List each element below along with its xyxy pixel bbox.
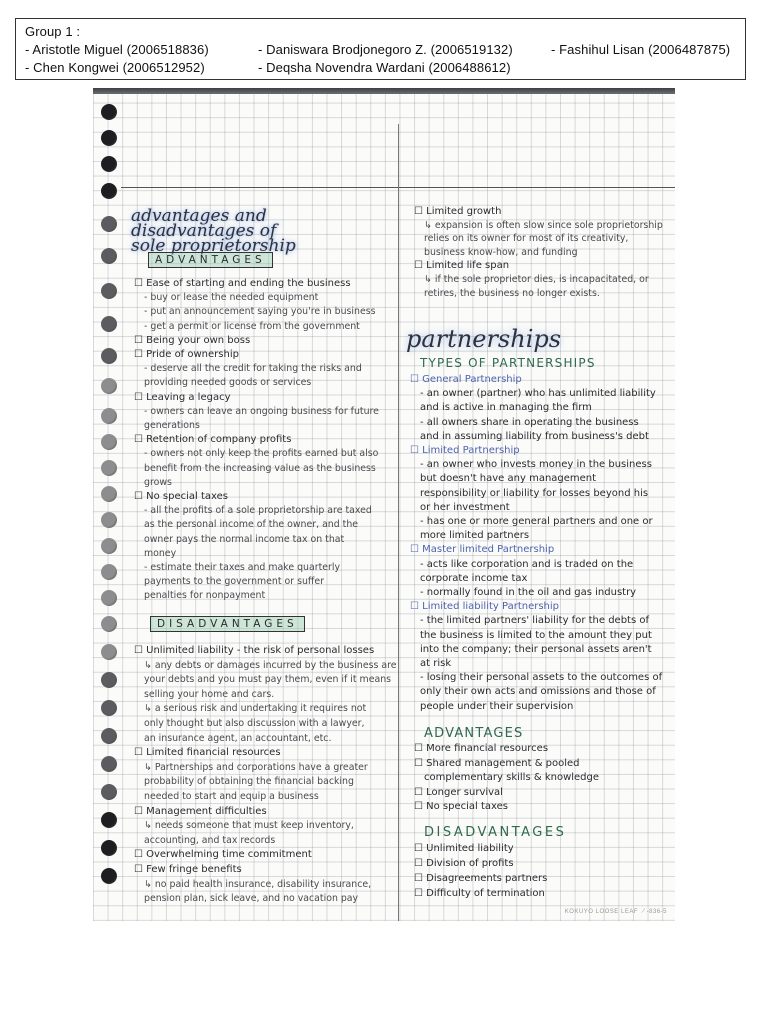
column-divider-line — [398, 124, 399, 921]
note-line: - all owners share in operating the business — [420, 416, 639, 428]
note-line: ☐ No special taxes — [134, 491, 229, 502]
note-line: ☐ Longer survival — [414, 786, 503, 798]
note-line: ☐ Unlimited liability — [414, 843, 514, 854]
binder-hole — [101, 512, 117, 528]
note-line: ☐ Ease of starting and ending the business — [134, 278, 351, 289]
binder-hole — [101, 784, 117, 800]
note-line: money — [144, 547, 177, 559]
note-line: selling your home and cars. — [144, 688, 275, 700]
binder-hole — [101, 283, 117, 299]
binder-hole — [101, 672, 117, 688]
note-line: only thought but also discussion with a lawyer, — [144, 718, 365, 729]
note-line: an insurance agent, an accountant, etc. — [144, 732, 332, 744]
binder-holes — [93, 88, 127, 921]
note-line: ☐ Unlimited liability - the risk of personal losses — [134, 645, 375, 656]
note-line: and in assuming liability from business's debt — [420, 430, 649, 442]
note-line: - get a permit or license from the government — [144, 320, 360, 332]
binder-hole — [101, 216, 117, 232]
note-line: owner pays the normal income tax on that — [144, 533, 345, 545]
member-name: - Deqsha Novendra Wardani (2006488612) — [258, 60, 511, 75]
note-line: business know-how, and funding — [424, 246, 578, 258]
note-line: grows — [144, 476, 172, 488]
note-line: - buy or lease the needed equipment — [144, 292, 319, 304]
note-line: ☐ Difficulty of termination — [414, 888, 545, 899]
binder-hole — [101, 756, 117, 772]
disadvantages-heading: DISADVANTAGES — [150, 616, 305, 632]
binder-hole — [101, 564, 117, 580]
note-line: relies on its owner for most of its creativity, — [424, 233, 629, 245]
left-notes-column — [128, 88, 396, 921]
binder-hole — [101, 378, 117, 394]
note-line: more limited partners — [420, 530, 530, 542]
note-line: ☐ Master limited Partnership — [410, 544, 555, 556]
note-line: - has one or more general partners and one or — [420, 516, 653, 527]
binder-hole — [101, 538, 117, 554]
note-line: and is active in managing the firm — [420, 402, 592, 414]
note-line: ↳ a serious risk and undertaking it requires not — [144, 703, 367, 715]
note-line: ↳ no paid health insurance, disability insurance, — [144, 878, 372, 890]
binder-hole — [101, 700, 117, 716]
member-name: - Aristotle Miguel (2006518836) — [25, 42, 209, 57]
group-header-box — [15, 18, 746, 80]
title-line-2: disadvantages of — [131, 221, 277, 241]
note-line: ☐ Pride of ownership — [134, 349, 239, 360]
note-line: - owners can leave an ongoing business for future — [144, 405, 379, 417]
note-line: - an owner who invests money in the business — [420, 459, 652, 471]
binder-hole — [101, 644, 117, 660]
title-line-3: sole proprietorship — [131, 236, 296, 256]
note-line: ☐ Being your own boss — [134, 334, 251, 346]
note-line: ☐ Retention of company profits — [134, 434, 292, 446]
note-line: ☐ Disagreements partners — [414, 873, 548, 884]
note-line: - the limited partners' liability for the debts of — [420, 615, 649, 627]
note-line: - put an announcement saying you're in business — [144, 306, 376, 318]
advantages-heading: ADVANTAGES — [148, 252, 273, 268]
binder-hole — [101, 408, 117, 424]
note-line: - estimate their taxes and make quarterly — [144, 562, 341, 573]
title-line-1: advantages and — [131, 206, 267, 226]
note-line: ↳ expansion is often slow since sole proprietorship — [424, 219, 663, 231]
note-line: ☐ More financial resources — [414, 743, 549, 754]
binder-hole — [101, 616, 117, 632]
note-line: - normally found in the oil and gas industry — [420, 587, 637, 598]
note-line: ☐ Leaving a legacy — [134, 391, 231, 403]
partnership-disadvantages-heading: DISADVANTAGES — [424, 825, 567, 840]
member-name: - Chen Kongwei (2006512952) — [25, 60, 205, 75]
types-heading: TYPES OF PARTNERSHIPS — [420, 356, 596, 370]
note-line: ☐ General Partnership — [410, 374, 522, 385]
note-line: pension plan, sick leave, and no vacation pay — [144, 893, 359, 905]
note-line: ☐ Limited Partnership — [410, 445, 520, 456]
right-notes-column — [406, 88, 675, 921]
note-line: - owners not only keep the profits earned but also — [144, 448, 379, 460]
note-line: - losing their personal assets to the outcomes of — [420, 672, 663, 684]
note-line: payments to the government or suffer — [144, 576, 324, 588]
partnership-advantages-heading: ADVANTAGES — [424, 726, 524, 741]
member-name: - Daniswara Brodjonegoro Z. (2006519132) — [258, 42, 513, 57]
notebook-page-photo — [93, 88, 675, 921]
note-line: the business is limited to the amount they put — [420, 629, 652, 641]
note-line: but doesn't have any management — [420, 473, 597, 485]
binder-hole — [101, 460, 117, 476]
note-line: ↳ any debts or damages incurred by the business are — [144, 659, 397, 671]
note-line: probability of obtaining the financial backing — [144, 776, 354, 788]
note-line: - all the profits of a sole proprietorship are taxed — [144, 505, 372, 517]
note-line: ↳ Partnerships and corporations have a greater — [144, 761, 368, 773]
binder-hole — [101, 812, 117, 828]
note-line: into the company; their personal assets aren't — [420, 643, 652, 655]
note-line: ☐ Limited life span — [414, 260, 510, 272]
note-line: benefit from the increasing value as the business — [144, 462, 376, 474]
note-line: at risk — [420, 658, 452, 669]
binder-hole — [101, 104, 117, 120]
member-name: - Fashihul Lisan (2006487875) — [551, 42, 731, 57]
binder-hole — [101, 434, 117, 450]
note-line: generations — [144, 420, 200, 431]
binder-hole — [101, 183, 117, 199]
note-line: or her investment — [420, 501, 510, 513]
note-line: - deserve all the credit for taking the risks and — [144, 363, 362, 375]
binder-hole — [101, 156, 117, 172]
note-line: people under their supervision — [420, 700, 574, 712]
partnerships-title: partnerships — [406, 325, 562, 353]
note-line: ☐ Limited liability Partnership — [410, 601, 560, 613]
binder-hole — [101, 130, 117, 146]
note-line: - an owner (partner) who has unlimited liability — [420, 388, 656, 400]
binder-hole — [101, 590, 117, 606]
note-line: ☐ Overwhelming time commitment — [134, 849, 312, 861]
note-line: ☐ Management difficulties — [134, 805, 267, 817]
binder-hole — [101, 840, 117, 856]
note-line: ↳ needs someone that must keep inventory, — [144, 820, 354, 832]
note-line: retires, the business no longer exists. — [424, 287, 600, 299]
binder-hole — [101, 868, 117, 884]
paper-brand-stamp: KOKUYO LOOSE LEAF ノ-836-5 — [564, 909, 667, 915]
note-line: ☐ Limited growth — [414, 206, 502, 217]
note-line: ↳ if the sole proprietor dies, is incapacitated, or — [424, 274, 649, 285]
note-line: needed to start and equip a business — [144, 791, 319, 802]
note-line: - acts like corporation and is traded on the — [420, 558, 634, 570]
note-line: corporate income tax — [420, 572, 528, 584]
note-line: ☐ Few fringe benefits — [134, 864, 242, 875]
note-line: ☐ Limited financial resources — [134, 747, 281, 759]
note-line: ☐ Shared management & pooled — [414, 757, 580, 769]
binder-hole — [101, 248, 117, 264]
binder-hole — [101, 728, 117, 744]
binder-hole — [101, 348, 117, 364]
note-line: as the personal income of the owner, and the — [144, 519, 359, 531]
binder-hole — [101, 316, 117, 332]
note-line: ☐ Division of profits — [414, 858, 514, 869]
note-line: complementary skills & knowledge — [424, 772, 600, 784]
note-line: accounting, and tax records — [144, 834, 276, 846]
note-line: your debts and you must pay them, even if it means — [144, 674, 392, 686]
note-line: ☐ No special taxes — [414, 801, 509, 813]
group-label: Group 1 : — [25, 24, 81, 39]
note-line: only their own acts and omissions and those of — [420, 686, 656, 698]
note-line: providing needed goods or services — [144, 377, 312, 389]
binder-hole — [101, 486, 117, 502]
note-line: responsibility or liability for losses beyond his — [420, 487, 649, 499]
note-line: penalties for nonpayment — [144, 590, 266, 602]
